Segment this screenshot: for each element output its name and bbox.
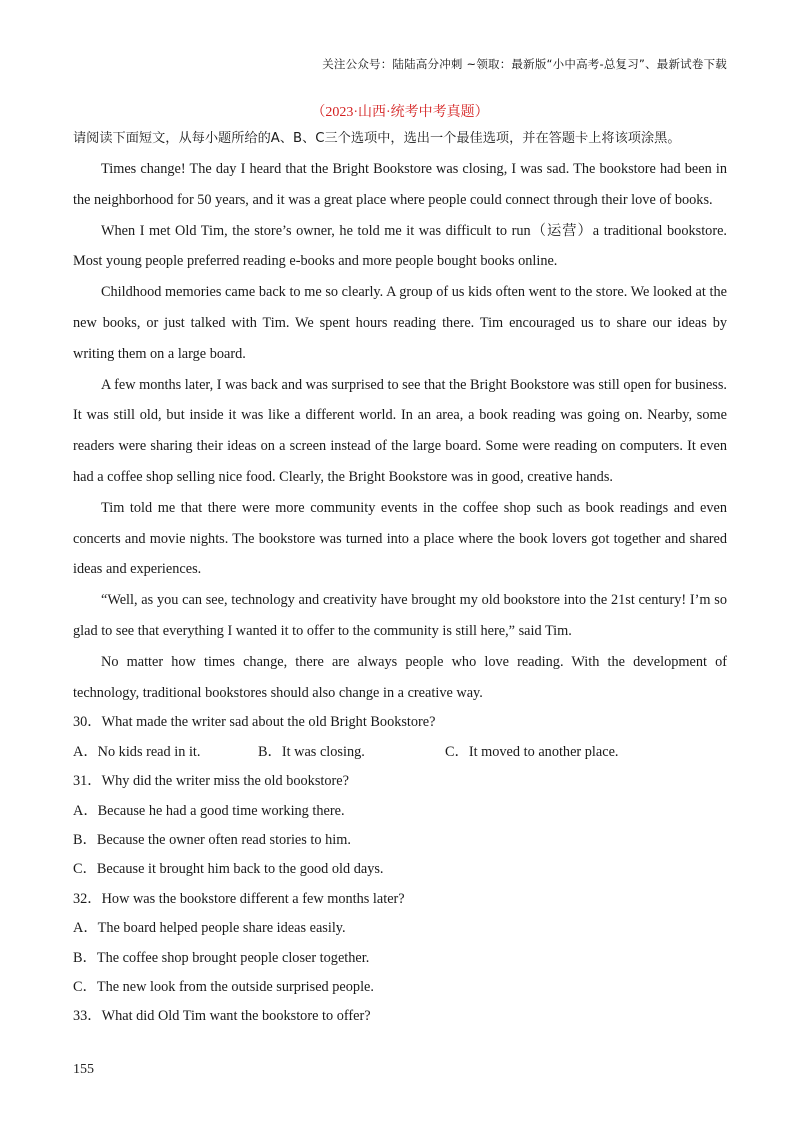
passage-paragraph-7: No matter how times change, there are always people who love reading. With the development of technology, traditional bookstores should also change in a creative way. xyxy=(73,653,727,701)
document-body xyxy=(73,124,727,1032)
question-32-option-a[interactable]: A．The board helped people share ideas easily. xyxy=(73,920,346,937)
page-header: 关注公众号：陆陆高分冲刺 ~领取：最新版“小中高考-总复习”、最新试卷下载 xyxy=(322,57,727,71)
question-30-option-b[interactable]: B．It was closing. xyxy=(258,743,365,760)
question-33-stem: 33．What did Old Tim want the bookstore to offer? xyxy=(73,1008,371,1025)
question-30-options xyxy=(73,738,727,767)
question-32-option-b[interactable]: B．The coffee shop brought people closer together. xyxy=(73,949,370,966)
passage-paragraph-3: Childhood memories came back to me so clearly. A group of us kids often went to the store. We looked at the new books, or just talked with Tim. We spent hours reading there. Tim encouraged us to share our ideas by writing them on a large board. xyxy=(73,284,727,362)
question-30-option-a[interactable]: A．No kids read in it. xyxy=(73,743,201,760)
question-32-stem: 32．How was the bookstore different a few months later? xyxy=(73,890,405,907)
source-label: （2023·山西·统考中考真题） xyxy=(311,105,489,120)
passage-paragraph-6: “Well, as you can see, technology and creativity have brought my old bookstore into the 21st century! I’m so glad to see that everything I wanted it to offer to the community is still here,” said Tim. xyxy=(73,592,727,639)
passage-paragraph-5: Tim told me that there were more community events in the coffee shop such as book readings and even concerts and movie nights. The bookstore was turned into a place where the book lovers got together and shared ideas and experiences. xyxy=(73,499,727,578)
instruction-text: 请阅读下面短文，从每小题所给的A、B、C三个选项中，选出一个最佳选项，并在答题卡上将该项涂黑。 xyxy=(73,131,681,146)
question-31-option-a[interactable]: A．Because he had a good time working there. xyxy=(73,802,345,819)
passage-paragraph-4: A few months later, I was back and was surprised to see that the Bright Bookstore was still open for business. It was still old, but inside it was like a different world. In an area, a book reading was going on. Nearby, some readers were sharing their ideas on a screen instead of the large board. Some were reading on computers. It even had a coffee shop selling nice food. Clearly, the Bright Bookstore was in good, creative hands. xyxy=(73,376,727,485)
question-30-option-c[interactable]: C．It moved to another place. xyxy=(445,743,619,760)
question-31-option-b[interactable]: B．Because the owner often read stories to him. xyxy=(73,831,351,848)
passage-paragraph-2: When I met Old Tim, the store’s owner, he told me it was difficult to run（运营）a traditional bookstore. Most young people preferred reading e-books and more people bought books online. xyxy=(73,222,727,270)
page-number: 155 xyxy=(73,1062,94,1077)
question-30-stem: 30．What made the writer sad about the old Bright Bookstore? xyxy=(73,714,436,731)
question-31-stem: 31．Why did the writer miss the old bookstore? xyxy=(73,773,349,790)
question-32-option-c[interactable]: C．The new look from the outside surprised people. xyxy=(73,979,374,995)
question-31-option-c[interactable]: C．Because it brought him back to the good old days. xyxy=(73,861,384,878)
passage-paragraph-1: Times change! The day I heard that the Bright Bookstore was closing, I was sad. The bookstore had been in the neighborhood for 50 years, and it was a great place where people could connect through their love of books. xyxy=(73,161,727,208)
